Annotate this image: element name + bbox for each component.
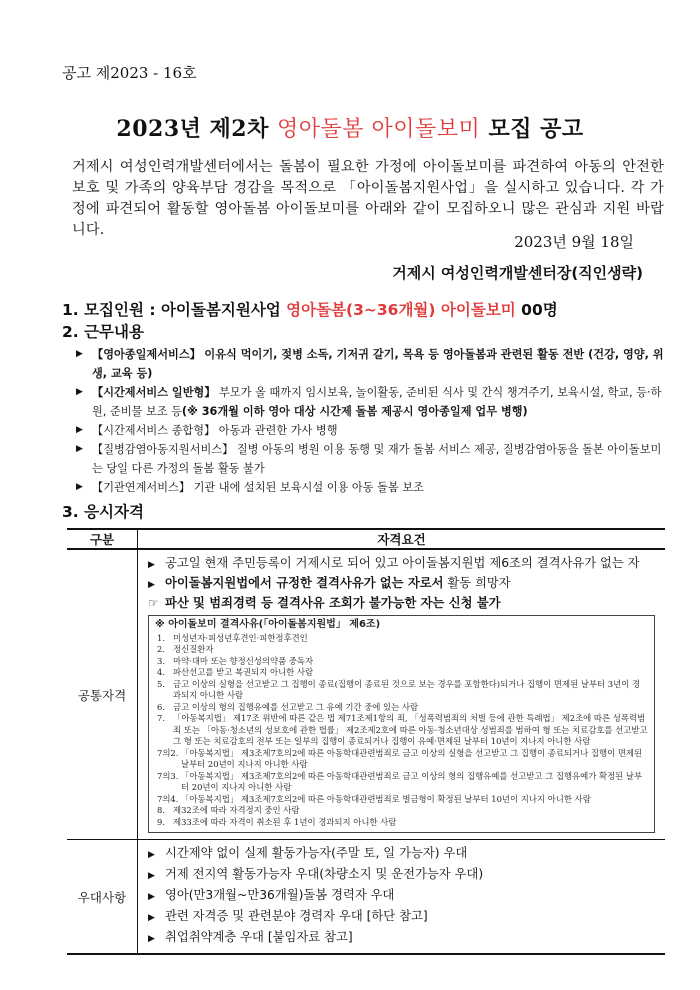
list-item — [155, 817, 648, 829]
table-header-row — [67, 529, 665, 549]
triangle-right-icon: ▶ — [148, 871, 155, 881]
common-line-text: 아이돌봄지원법에서 규정한 결격사유가 없는 자로서 — [165, 576, 444, 590]
table-row-preference — [67, 840, 665, 955]
item-text: 파산선고를 받고 복권되지 아니한 사람 — [173, 667, 314, 677]
item-text: 금고 이상의 실형을 선고받고 그 집행이 종료(집행이 종료된 것으로 보는 경우를 포함한다)되거나 집행이 면제된 날부터 3년이 경과되지 아니한 사람 — [173, 678, 641, 700]
qualification-table — [67, 528, 665, 955]
preference-text: 취업취약계층 우대 [붙임자료 참고] — [165, 930, 353, 944]
duty-tag: 【질병감염아동지원서비스】 — [92, 443, 234, 456]
list-item — [155, 667, 648, 679]
common-line-text: 파산 및 범죄경력 등 결격사유 조회가 불가능한 자는 신청 불가 — [165, 596, 501, 610]
duty-tag: 【기관연계서비스】 — [92, 481, 191, 494]
preference-text: 거제 전지역 활동가능자 우대(차량소지 및 운전가능자 우대) — [165, 867, 484, 881]
common-line — [148, 554, 665, 574]
triangle-right-icon: ▶ — [148, 560, 155, 570]
item-number: 2. — [157, 644, 165, 654]
item-text: 제33조에 따라 자격이 취소된 후 1년이 경과되지 아니한 사람 — [173, 816, 397, 827]
common-line-text: 공고일 현재 주민등록이 거제시로 되어 있고 아이돌봄지원법 제6조의 결격사유가 없는 자 — [165, 556, 640, 570]
table-header-requirement: 자격요건 — [138, 529, 666, 549]
duty-text: 부모가 올 때까지 임시보육, 놀이활동, 준비된 식사 및 간식 챙겨주기, 보육시설, 학교, 등·하원, 준비물 보조 등 — [92, 386, 662, 418]
item-number: 7의4. — [157, 793, 179, 804]
duty-tag: 【시간제서비스 종합형】 — [92, 424, 216, 437]
duty-text: 이유식 먹이기, 젖병 소독, 기저귀 갈기, 목욕 등 영아돌봄과 관련된 활동 전반 (건강, 영양, 위생, 교육 등) — [92, 348, 664, 380]
preference-cell — [138, 840, 666, 955]
disqualification-title: ※ 아이돌보미 결격사유(「아이돌봄지원법」 제6조) — [155, 619, 381, 630]
common-line — [148, 594, 665, 612]
item-text: 「아동복지법」 제3조제7호의2에 따른 아동학대관련범죄로 금고 이상의 실형을 선고받고 그 집행이 종료되거나 집행이 면제된 날부터 20년이 지나지 아니한 사람 — [181, 747, 643, 769]
notice-date: 2023년 9월 18일 — [514, 233, 634, 251]
item-text: 「아동복지법」 제17조 위반에 따른 같은 법 제71조제1항의 죄, 「성폭력범죄의 처벌 등에 관한 특례법」 제2조에 따른 성폭력범죄 또는 「아동·청소년의 성보호에 관한 법률」 제2조제2호에 따른 아동·청소년대상 성범죄를 범하여 형 또는 치료감호를 선고받고 그 형 또는 치료감호의 전부 또는 일부의 집행이 종료되거나 집행이 유예·면제된 날부터 10년이 지나지 아니한 사람 — [173, 713, 648, 746]
list-item — [155, 805, 648, 817]
title-suffix: 모집 공고 — [480, 116, 584, 142]
list-item — [155, 633, 648, 645]
common-label: 공통자격 — [67, 549, 138, 840]
notice-number: 공고 제2023 - 16호 — [62, 64, 197, 82]
duty-item — [76, 478, 666, 497]
pointing-hand-icon: ☞ — [148, 596, 159, 610]
item-text: 마약·대마 또는 향정신성의약품 중독자 — [173, 655, 314, 666]
duty-item — [76, 440, 666, 478]
common-line — [148, 574, 665, 594]
triangle-right-icon: ▶ — [148, 892, 155, 902]
item-number: 5. — [157, 678, 165, 689]
list-item — [155, 771, 648, 794]
duty-text: 아동과 관련한 가사 병행 — [218, 424, 338, 437]
title-highlight: 영아돌봄 아이돌보미 — [277, 117, 481, 142]
section-duties-title: 2. 근무내용 — [62, 323, 144, 341]
item-text: 「아동복지법」 제3조제7호의2에 따른 아동학대관련범죄로 금고 이상의 형의 집행유예를 선고받고 그 집행유예가 확정된 날부터 20년이 지나지 아니한 사람 — [181, 770, 643, 792]
item-number: 7. — [157, 713, 165, 723]
preference-label: 우대사항 — [67, 840, 138, 955]
item-number: 7의3. — [157, 770, 179, 781]
intro-paragraph: 거제시 여성인력개발센터에서는 돌봄이 필요한 가정에 아이돌보미를 파견하여 아동의 안전한 보호 및 가족의 양육부담 경감을 목적으로 「아이돌봄지원사업」을 실시하고 있습니다. 각 가정에 파견되어 활동할 영아돌봄 아이돌보미를 아래와 같이 모집하오니 많은 관심과 지원 바랍니다. — [72, 159, 664, 238]
duty-text: 질병 아동의 병원 이용 동행 및 재가 돌봄 서비스 제공, 질병감염아동을 돌본 아이돌보미는 당일 다른 가정의 돌봄 활동 불가 — [92, 443, 662, 475]
item-text: 금고 이상의 형의 집행유예를 선고받고 그 유예 기간 중에 있는 사람 — [173, 701, 419, 712]
duty-text: 기관 내에 설치된 보육시설 이용 아동 돌봄 보조 — [193, 481, 424, 494]
common-line-text: 활동 희망자 — [443, 576, 511, 590]
item-text: 정신질환자 — [173, 644, 214, 654]
section-recruitment — [62, 298, 558, 320]
triangle-right-icon: ▶ — [148, 934, 155, 944]
page-title — [0, 112, 700, 143]
section1-highlight: 영아돌봄(3~36개월) 아이돌보미 — [286, 301, 516, 319]
title-prefix: 2023년 제2차 — [116, 116, 278, 142]
triangle-right-icon: ▶ — [76, 387, 83, 397]
item-number: 1. — [157, 632, 165, 643]
duty-item — [76, 345, 666, 383]
triangle-right-icon: ▶ — [76, 444, 83, 454]
item-text: 「아동복지법」 제3조제7호의2에 따른 아동학대관련범죄로 벌금형이 확정된 날부터 10년이 지나지 아니한 사람 — [181, 793, 591, 804]
item-number: 6. — [157, 701, 165, 712]
common-cell — [138, 549, 666, 840]
section-qualification-title: 3. 응시자격 — [62, 503, 144, 521]
duty-item — [76, 383, 666, 421]
list-item — [155, 644, 648, 656]
triangle-right-icon: ▶ — [148, 580, 155, 590]
list-item — [155, 656, 648, 668]
preference-item — [148, 886, 665, 907]
triangle-right-icon: ▶ — [76, 482, 83, 492]
item-number: 8. — [157, 805, 165, 815]
duty-item — [76, 421, 666, 440]
item-number: 3. — [157, 655, 165, 666]
list-item — [155, 713, 648, 748]
preference-item — [148, 907, 665, 928]
list-item — [155, 702, 648, 714]
list-item — [155, 794, 648, 806]
list-item — [155, 679, 648, 702]
triangle-right-icon: ▶ — [148, 913, 155, 923]
item-text: 미성년자·피성년후견인·피한정후견인 — [173, 632, 308, 643]
preference-item — [148, 844, 665, 865]
table-row-common — [67, 549, 665, 840]
preference-item — [148, 928, 665, 949]
signer: 거제시 여성인력개발센터장(직인생략) — [392, 264, 643, 282]
triangle-right-icon: ▶ — [76, 425, 83, 435]
section1-count: 00명 — [515, 301, 558, 319]
item-number: 9. — [157, 816, 165, 827]
triangle-right-icon: ▶ — [76, 349, 83, 359]
preference-item — [148, 865, 665, 886]
duties-list — [76, 345, 666, 497]
duty-tag: 【영아종일제서비스】 — [92, 348, 201, 361]
duty-tag: 【시간제서비스 일반형】 — [92, 386, 216, 399]
item-number: 7의2. — [157, 747, 179, 758]
preference-text: 관련 자격증 및 관련분야 경력자 우대 [하단 참고] — [165, 909, 428, 923]
item-text: 제32조에 따라 자격정지 중인 사람 — [173, 805, 300, 815]
list-item — [155, 748, 648, 771]
triangle-right-icon: ▶ — [148, 850, 155, 860]
disqualification-box — [148, 615, 655, 833]
preference-text: 시간제약 없이 실제 활동가능자(주말 토, 일 가능자) 우대 — [165, 846, 468, 860]
preference-text: 영아(만3개월~만36개월)돌봄 경력자 우대 — [165, 888, 395, 902]
duty-note: (※ 36개월 이하 영아 대상 시간제 돌봄 제공시 영아종일제 업무 병행) — [181, 405, 528, 418]
item-number: 4. — [157, 667, 165, 677]
table-header-category: 구분 — [67, 529, 138, 549]
section1-label: 1. 모집인원 : 아이돌봄지원사업 — [62, 301, 287, 319]
